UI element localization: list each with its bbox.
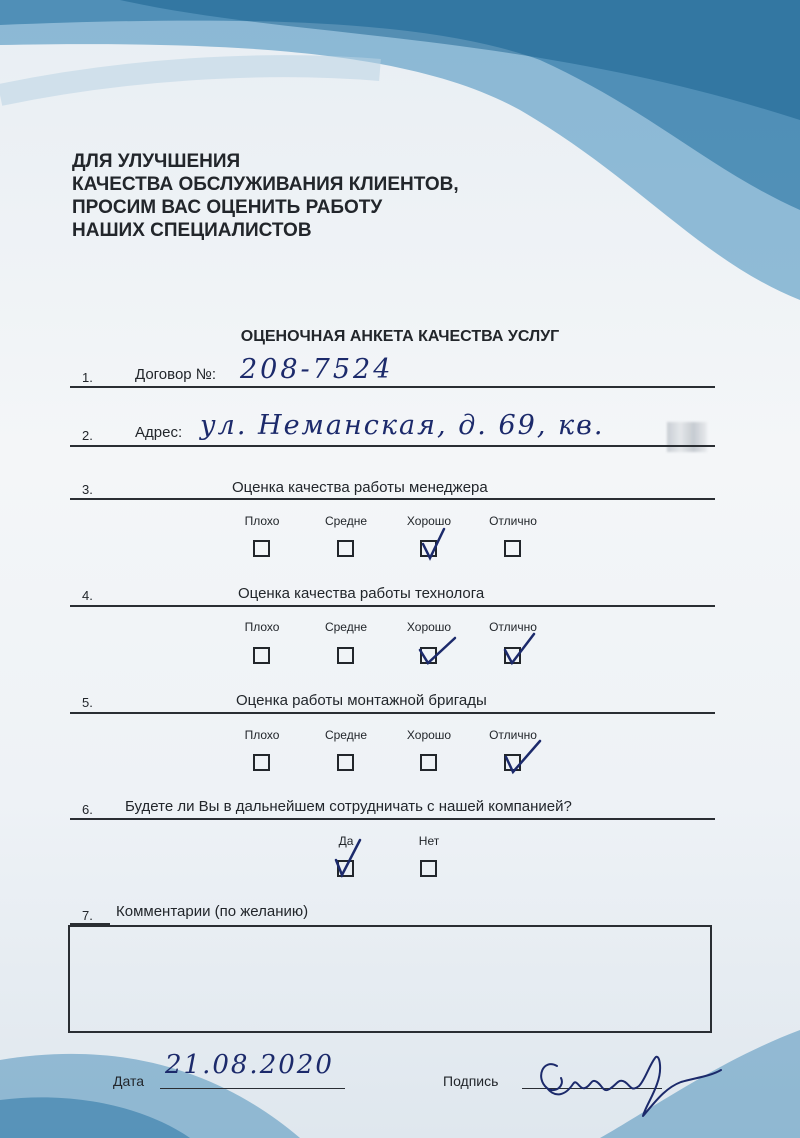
q4-option-excellent: Отлично: [489, 620, 537, 634]
q5-option-good: Хорошо: [406, 728, 452, 742]
q6-underline: [70, 818, 715, 820]
q3-underline: [70, 498, 715, 500]
q6-label: Будете ли Вы в дальнейшем сотрудничать с нашей компанией?: [125, 798, 572, 815]
q3-option-excellent: Отлично: [489, 514, 537, 528]
intro-line: ПРОСИМ ВАС ОЦЕНИТЬ РАБОТУ: [72, 197, 383, 218]
q3-checkbox-excellent[interactable]: [504, 540, 521, 557]
q3-option-average: Средне: [324, 514, 368, 528]
date-value: 21.08.2020: [165, 1050, 334, 1080]
intro-line: НАШИХ СПЕЦИАЛИСТОВ: [72, 220, 312, 241]
q4-check-mark-good: [415, 630, 459, 666]
q6-checkbox-no[interactable]: [420, 860, 437, 877]
q4-checkbox-average[interactable]: [337, 647, 354, 664]
q3-label: Оценка качества работы менеджера: [232, 479, 488, 496]
q4-option-bad: Плохо: [244, 620, 280, 634]
contract-number: 208-7524: [240, 354, 394, 385]
q3-option-good: Хорошо: [406, 514, 452, 528]
q1-underline: [70, 386, 715, 388]
q4-underline: [70, 605, 715, 607]
q5-option-excellent: Отлично: [489, 728, 537, 742]
q6-option-yes: Да: [338, 834, 354, 848]
q5-label: Оценка работы монтажной бригады: [236, 692, 487, 709]
q4-option-good: Хорошо: [406, 620, 452, 634]
q5-underline: [70, 712, 715, 714]
q3-check-mark: [418, 526, 448, 562]
q6-option-no: Нет: [418, 834, 440, 848]
q5-option-bad: Плохо: [244, 728, 280, 742]
comments-box[interactable]: [68, 925, 712, 1033]
q5-checkbox-average[interactable]: [337, 754, 354, 771]
q4-check-mark-excellent: [500, 630, 540, 666]
q4-number: 4.: [82, 588, 93, 603]
q3-checkbox-average[interactable]: [337, 540, 354, 557]
q5-option-average: Средне: [324, 728, 368, 742]
q2-underline: [70, 445, 715, 447]
q5-checkbox-bad[interactable]: [253, 754, 270, 771]
redacted-apartment: [667, 422, 707, 452]
q5-check-mark: [500, 735, 544, 775]
date-underline: [160, 1088, 345, 1089]
q3-number: 3.: [82, 482, 93, 497]
q2-number: 2.: [82, 428, 93, 443]
q7-number: 7.: [82, 908, 93, 923]
intro-heading: [72, 150, 459, 242]
intro-line: ДЛЯ УЛУЧШЕНИЯ: [72, 151, 241, 172]
q4-checkbox-bad[interactable]: [253, 647, 270, 664]
q7-label: Комментарии (по желанию): [116, 903, 309, 920]
q4-option-average: Средне: [324, 620, 368, 634]
q5-checkbox-good[interactable]: [420, 754, 437, 771]
address-value: ул. Неманская, д. 69, кв.: [200, 410, 605, 441]
q3-option-bad: Плохо: [244, 514, 280, 528]
q6-check-mark: [330, 836, 366, 880]
q4-label: Оценка качества работы технолога: [238, 585, 485, 602]
address-label: Адрес:: [135, 424, 183, 441]
intro-line: КАЧЕСТВА ОБСЛУЖИВАНИЯ КЛИЕНТОВ,: [72, 174, 459, 195]
contract-label: Договор №:: [135, 366, 217, 383]
signature-label: Подпись: [443, 1073, 499, 1089]
q1-number: 1.: [82, 370, 93, 385]
q3-checkbox-bad[interactable]: [253, 540, 270, 557]
form-title: ОЦЕНОЧНАЯ АНКЕТА КАЧЕСТВА УСЛУГ: [240, 328, 560, 345]
date-label: Дата: [113, 1073, 145, 1089]
signature-image: [525, 1038, 725, 1128]
q6-number: 6.: [82, 802, 93, 817]
q5-number: 5.: [82, 695, 93, 710]
